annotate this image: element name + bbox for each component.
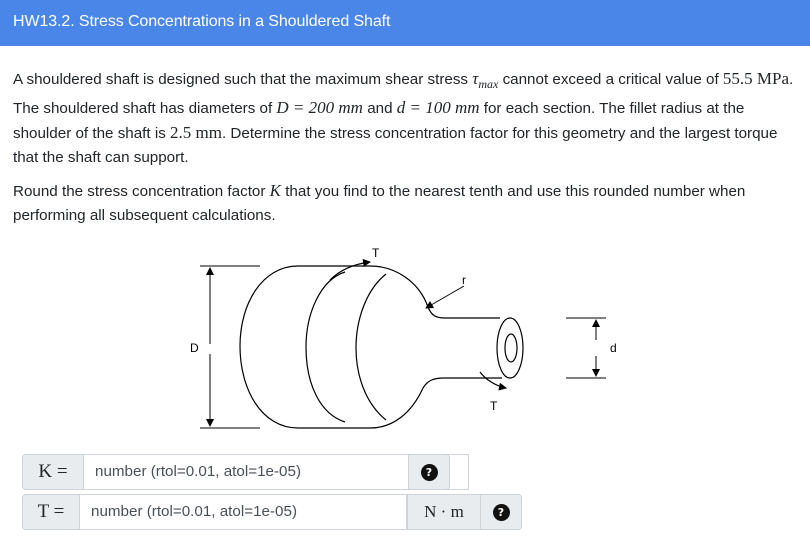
K-symbol: K: [269, 181, 281, 200]
radius-leader: [426, 286, 464, 308]
stress-value: 55.5 MPa: [722, 69, 790, 88]
rounding-instructions: [13, 179, 799, 228]
torque-arrow-top: [330, 262, 370, 280]
T-input[interactable]: number (rtol=0.01, atol=1e-05): [79, 494, 407, 530]
small-shaft-top: [426, 302, 500, 318]
text: Round the stress concentration factor: [13, 183, 270, 200]
help-icon: ?: [493, 504, 510, 521]
inner-arc: [356, 274, 386, 420]
D-equation: D = 200 mm: [276, 98, 363, 118]
radius-value: 2.5 mm: [170, 123, 222, 143]
help-icon: ?: [421, 464, 438, 481]
answer-label-T: T =: [22, 494, 80, 530]
shaft-end-ellipse: [497, 318, 523, 378]
large-section-left-edge: [240, 266, 298, 428]
K-input[interactable]: number (rtol=0.01, atol=1e-05): [83, 454, 469, 490]
tau-subscript: max: [478, 77, 499, 92]
label-r: r: [462, 273, 466, 287]
d-equation: d = 100 mm: [396, 98, 480, 118]
face-top: [370, 266, 426, 302]
answer-label-K: K =: [22, 454, 84, 490]
text: for each section. The fillet radius at the shoulder of the shaft is: [13, 100, 745, 143]
small-shaft-bottom: [423, 378, 502, 388]
T-unit: N · m: [407, 494, 481, 530]
shaft-diagram-svg: [180, 244, 640, 440]
label-T-top: T: [372, 246, 380, 260]
text: . The shouldered shaft has diameters of: [13, 71, 794, 118]
torque-arrow-bottom: [480, 372, 506, 388]
T-help-button[interactable]: [480, 494, 522, 530]
problem-statement: [13, 67, 799, 170]
face-bottom: [370, 388, 423, 428]
tau-symbol: τ: [472, 69, 479, 88]
question-title: HW13.2. Stress Concentrations in a Shouldered Shaft: [13, 13, 391, 30]
shaft-end-inner: [505, 334, 517, 362]
text: and: [362, 100, 397, 118]
shaft-diagram: [180, 244, 640, 440]
label-D: D: [190, 341, 199, 355]
text: cannot exceed a critical value of: [498, 71, 723, 88]
K-help-button[interactable]: [408, 454, 450, 490]
text: A shouldered shaft is designed such that the maximum shear stress: [13, 71, 473, 88]
text: . Determine the stress concentration factor for this geometry and the largest torque that the shaft can support.: [13, 125, 778, 167]
label-d: d: [610, 341, 617, 355]
question-header: [0, 0, 810, 46]
text: that you find to the nearest tenth and use this rounded number when performing all subsequent calculations.: [13, 183, 746, 224]
label-T-bottom: T: [490, 399, 498, 413]
middle-arc: [306, 272, 345, 422]
